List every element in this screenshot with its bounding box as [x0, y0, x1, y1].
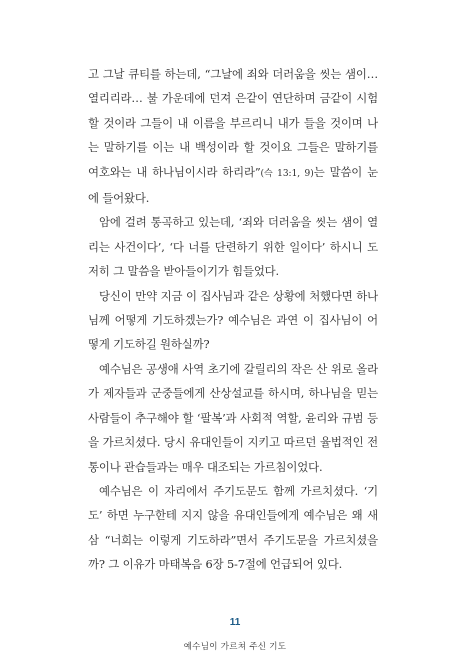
paragraph: 암에 걸려 통곡하고 있는데, ‘죄와 더러움을 씻는 샘이 열리는 사건이다’, ‘다 너를 단련하기 위한 일이다’ 하시니 도저히 그 말씀을 받아들이기가 힘들었다.: [88, 215, 378, 279]
body-text: [88, 62, 378, 577]
paragraph: 예수님은 공생애 사역 초기에 갈릴리의 작은 산 위로 올라가 제자들과 군중들에게 산상설교를 하시며, 하나님을 믿는 사람들이 추구해야 할 ‘팔복’과 사회적 역할, 윤리와 규범 등을 가르치셨다. 당시 유대인들이 지키고 따르던 율법적인 전통이나 관습들과는 매우 대조되는 가르침이었다.: [88, 361, 378, 474]
paragraph: [88, 62, 378, 210]
paragraph: 예수님은 이 자리에서 주기도문도 함께 가르치셨다. ‘기도’ 하면 누구한테 지지 않을 유대인들에게 예수님은 왜 새삼 “너희는 이렇게 기도하라”면서 주기도문을 가르치셨을까? 그 이유가 마태복음 6장 5-7절에 언급되어 있다.: [88, 483, 378, 572]
paragraph-text: 고 그날 큐티를 하는데, “그날에 죄와 더러움을 씻는 샘이… 열리리라… 불 가운데에 던져 은같이 연단하며 금같이 시험할 것이라 그들이 내 이름을 부르리니 내가 들을 것이며 나는 말하기를 이는 내 백성이라 할 것이요 그들은 말하기를 여호와는 내 하나님이시라 하리라”: [88, 67, 378, 179]
scripture-reference: (슥 13:1, 9): [260, 168, 314, 179]
paragraph-text-tail: 는 말씀이 눈에 들어왔다.: [88, 164, 378, 206]
page-number: 11: [229, 617, 241, 628]
paragraph: 당신이 만약 지금 이 집사님과 같은 상황에 처했다면 하나님께 어떻게 기도하겠는가? 예수님은 과연 이 집사님이 어떻게 기도하길 원하실까?: [88, 288, 378, 352]
running-footer-title: 예수님이 가르쳐 주신 기도: [183, 642, 287, 652]
